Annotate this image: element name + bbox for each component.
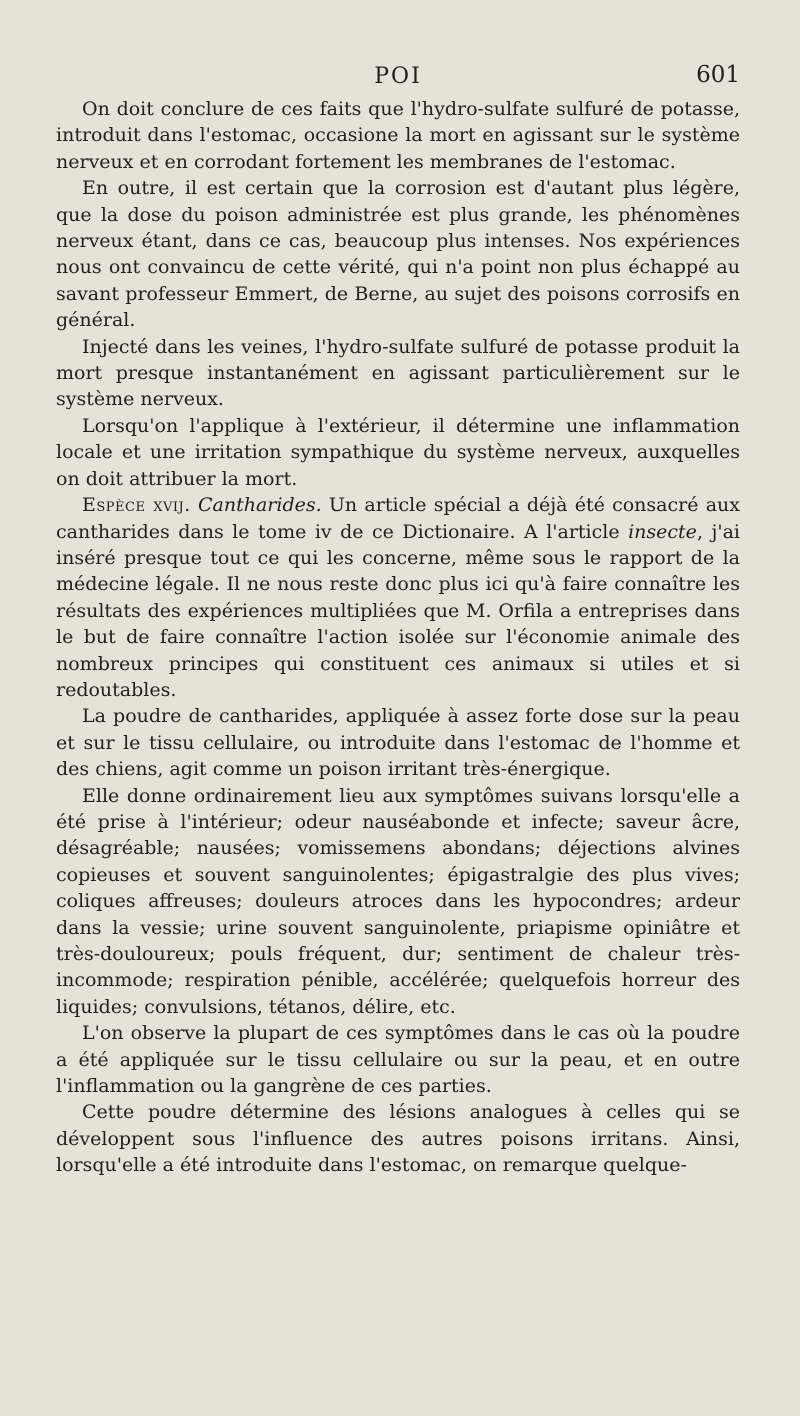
page-header (56, 62, 740, 96)
species-text-1: Un article spécial a déjà été consacré aux cantharides dans le tome iv de ce Dictionaire. A l'article (56, 494, 740, 543)
species-name: Cantharides. (197, 494, 322, 517)
paragraph-3: Injecté dans les veines, l'hydro-sulfate sulfuré de potasse produit la mort presque instantanément en agissant particulièrement sur le système nerveux. (56, 335, 740, 411)
species-label: Espèce xvij. (82, 494, 191, 517)
running-head: POI (374, 64, 422, 89)
page-body (56, 96, 740, 1179)
paragraph-5-species (56, 492, 740, 703)
paragraph-2: En outre, il est certain que la corrosion est d'autant plus légère, que la dose du poison administrée est plus grande, les phénomènes nerveux étant, dans ce cas, beaucoup plus intenses. Nos expériences nous ont convaincu de cette vérité, qui n'a point non plus échappé au savant professeur Emmert, de Berne, au sujet des poisons corrosifs en général. (56, 177, 740, 332)
species-text-2: , j'ai inséré presque tout ce qui les concerne, même sous le rapport de la médecine légale. Il ne nous reste donc plus ici qu'à faire connaître les résultats des expériences multipliées que M. Orfila a entreprises dans le but de faire connaître l'action isolée sur l'économie animale des nombreux principes qui constituent ces animaux si utiles et si redoutables. (56, 520, 740, 701)
page-number: 601 (696, 62, 740, 88)
paragraph-9: Cette poudre détermine des lésions analogues à celles qui se développent sous l'influence des autres poisons irritans. Ainsi, lorsqu'elle a été introduite dans l'estomac, on remarque quelque- (56, 1101, 740, 1177)
paragraph-4: Lorsqu'on l'applique à l'extérieur, il détermine une inflammation locale et une irritation sympathique du système nerveux, auxquelles on doit attribuer la mort. (56, 414, 740, 490)
paragraph-8: L'on observe la plupart de ces symptômes dans le cas où la poudre a été appliquée sur le tissu cellulaire ou sur la peau, et en outre l'inflammation ou la gangrène de ces parties. (56, 1022, 740, 1098)
paragraph-6: La poudre de cantharides, appliquée à assez forte dose sur la peau et sur le tissu cellulaire, ou introduite dans l'estomac de l'homme et des chiens, agit comme un poison irritant très-énergique. (56, 705, 740, 781)
paragraph-1: On doit conclure de ces faits que l'hydro-sulfate sulfuré de potasse, introduit dans l'estomac, occasione la mort en agissant sur le système nerveux et en corrodant fortement les membranes de l'estomac. (56, 98, 740, 173)
paragraph-7: Elle donne ordinairement lieu aux symptômes suivans lorsqu'elle a été prise à l'intérieur; odeur nauséabonde et infecte; saveur âcre, désagréable; nausées; vomissemens abondans; déjections alvines copieuses et souvent sanguinolentes; épigastralgie des plus vives; coliques affreuses; douleurs atroces dans les hypocondres; ardeur dans la vessie; urine souvent sanguinolente, priapisme opiniâtre et très-douloureux; pouls fréquent, dur; sentiment de chaleur très-incommode; respiration pénible, accélérée; quelquefois horreur des liquides; convulsions, tétanos, délire, etc. (56, 784, 740, 1018)
species-insecte: insecte (628, 520, 697, 543)
